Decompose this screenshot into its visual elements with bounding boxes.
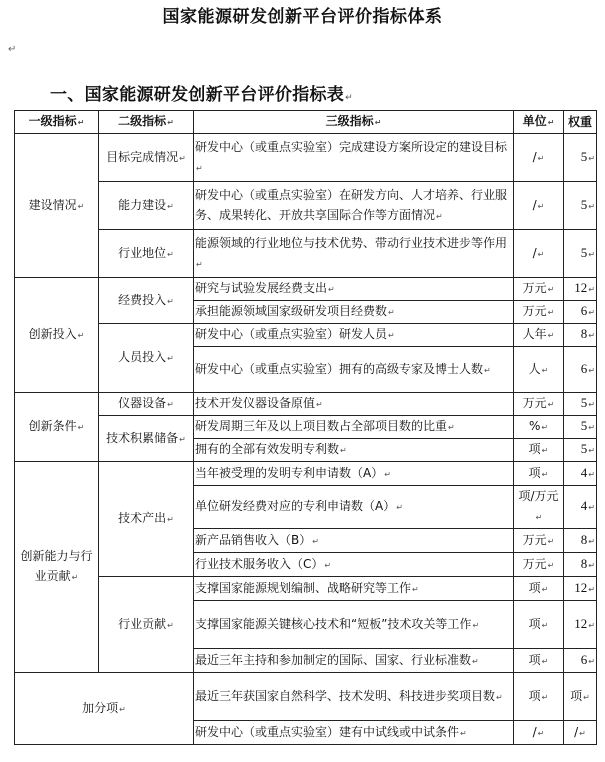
weight-cell: 6↵: [564, 301, 597, 324]
unit-cell: /↵: [514, 134, 564, 182]
header-level1: 一级指标↵: [15, 111, 99, 134]
weight-cell: 5↵: [564, 182, 597, 230]
level2-cell: 行业地位↵: [99, 230, 194, 278]
level3-cell: 最近三年主持和参加制定的国际、国家、行业标准数↵: [194, 649, 514, 673]
weight-cell: 8↵: [564, 553, 597, 577]
level3-cell: 技术开发仪器设备原值↵: [194, 393, 514, 416]
level2-cell: 技术产出↵: [99, 462, 194, 577]
header-level3: 三级指标↵: [194, 111, 514, 134]
weight-cell: 4↵: [564, 462, 597, 486]
table-row: [15, 393, 597, 416]
level2-cell: 人员投入↵: [99, 324, 194, 393]
level3-cell: 研发中心（或重点实验室）完成建设方案所设定的建设目标↵: [194, 134, 514, 182]
indicator-table: [14, 110, 597, 745]
weight-cell: 12↵: [564, 278, 597, 301]
level3-cell: 最近三年获国家自然科学、技术发明、科技进步奖项目数↵: [194, 673, 514, 721]
level3-cell: 单位研发经费对应的专利申请数（A）↵: [194, 486, 514, 529]
level2-cell: 经费投入↵: [99, 278, 194, 324]
paragraph-mark: ↵: [8, 44, 17, 55]
weight-cell: 12↵: [564, 601, 597, 649]
unit-cell: 万元↵: [514, 301, 564, 324]
unit-cell: 项↵: [514, 577, 564, 601]
table-row: [15, 577, 597, 601]
table-row: [15, 278, 597, 301]
weight-cell: 6↵: [564, 347, 597, 393]
unit-cell: 万元↵: [514, 278, 564, 301]
weight-cell: 5↵: [564, 230, 597, 278]
unit-cell: 项↵: [514, 439, 564, 462]
weight-cell: 12↵: [564, 577, 597, 601]
table-row: [15, 134, 597, 182]
level3-cell: 研发中心（或重点实验室）拥有的高级专家及博士人数↵: [194, 347, 514, 393]
unit-cell: /↵: [514, 721, 564, 745]
level1-cell: 建设情况↵: [15, 134, 99, 278]
unit-cell: 人↵: [514, 347, 564, 393]
weight-cell: /↵: [564, 721, 597, 745]
level1-cell: 创新能力与行业贡献↵: [15, 462, 99, 673]
unit-cell: 项↵: [514, 673, 564, 721]
level3-cell: 研发周期三年及以上项目数占全部项目数的比重↵: [194, 416, 514, 439]
table-header-row: [15, 111, 597, 134]
level1-cell: 创新条件↵: [15, 393, 99, 462]
unit-cell: 万元↵: [514, 529, 564, 553]
level1-cell: 创新投入↵: [15, 278, 99, 393]
unit-cell: 万元↵: [514, 553, 564, 577]
level2-cell: 目标完成情况↵: [99, 134, 194, 182]
header-weight: 权重: [564, 111, 597, 134]
level3-cell: 支撑国家能源规划编制、战略研究等工作↵: [194, 577, 514, 601]
unit-cell: 项↵: [514, 462, 564, 486]
weight-cell: 5↵: [564, 416, 597, 439]
weight-cell: 6↵: [564, 649, 597, 673]
unit-cell: 项↵: [514, 649, 564, 673]
level3-cell: 拥有的全部有效发明专利数↵: [194, 439, 514, 462]
weight-cell: 5↵: [564, 134, 597, 182]
unit-cell: /↵: [514, 182, 564, 230]
level3-cell: 承担能源领域国家级研发项目经费数↵: [194, 301, 514, 324]
weight-cell: 8↵: [564, 324, 597, 347]
weight-cell: 5↵: [564, 393, 597, 416]
weight-cell: 5↵: [564, 439, 597, 462]
unit-cell: 万元↵: [514, 393, 564, 416]
table-row: [15, 673, 597, 721]
table-row: [15, 182, 597, 230]
level3-cell: 研发中心（或重点实验室）研发人员↵: [194, 324, 514, 347]
level3-cell: 支撑国家能源关键核心技术和“短板”技术攻关等工作↵: [194, 601, 514, 649]
unit-cell: 人年↵: [514, 324, 564, 347]
weight-cell: 项↵: [564, 673, 597, 721]
table-row: [15, 230, 597, 278]
level2-cell: 仪器设备↵: [99, 393, 194, 416]
level2-cell: 行业贡献↵: [99, 577, 194, 673]
document-title: 国家能源研发创新平台评价指标体系: [162, 7, 443, 27]
header-unit: 单位↵: [514, 111, 564, 134]
level3-cell: 研发中心（或重点实验室）在研发方向、人才培养、行业服务、成果转化、开放共享国际合作等方面情况↵: [194, 182, 514, 230]
level2-cell: 能力建设↵: [99, 182, 194, 230]
table-row: [15, 324, 597, 347]
level3-cell: 行业技术服务收入（C）↵: [194, 553, 514, 577]
unit-cell: 项/万元↵: [514, 486, 564, 529]
bonus-cell: 加分项↵: [15, 673, 194, 745]
weight-cell: 8↵: [564, 529, 597, 553]
section-heading-text: 一、国家能源研发创新平台评价指标表: [50, 85, 345, 105]
level3-cell: 当年被受理的发明专利申请数（A）↵: [194, 462, 514, 486]
table-row: [15, 416, 597, 439]
table-row: [15, 462, 597, 486]
level3-cell: 新产品销售收入（B）↵: [194, 529, 514, 553]
level3-cell: 研究与试验发展经费支出↵: [194, 278, 514, 301]
section-heading: [50, 84, 353, 109]
level3-cell: 研发中心（或重点实验室）建有中试线或中试条件↵: [194, 721, 514, 745]
level2-cell: 技术积累储备↵: [99, 416, 194, 462]
header-level2: 二级指标↵: [99, 111, 194, 134]
unit-cell: %↵: [514, 416, 564, 439]
level3-cell: 能源领域的行业地位与技术优势、带动行业技术进步等作用↵: [194, 230, 514, 278]
paragraph-mark-icon: ↵: [345, 93, 353, 103]
unit-cell: 项↵: [514, 601, 564, 649]
weight-cell: 4↵: [564, 486, 597, 529]
unit-cell: /↵: [514, 230, 564, 278]
